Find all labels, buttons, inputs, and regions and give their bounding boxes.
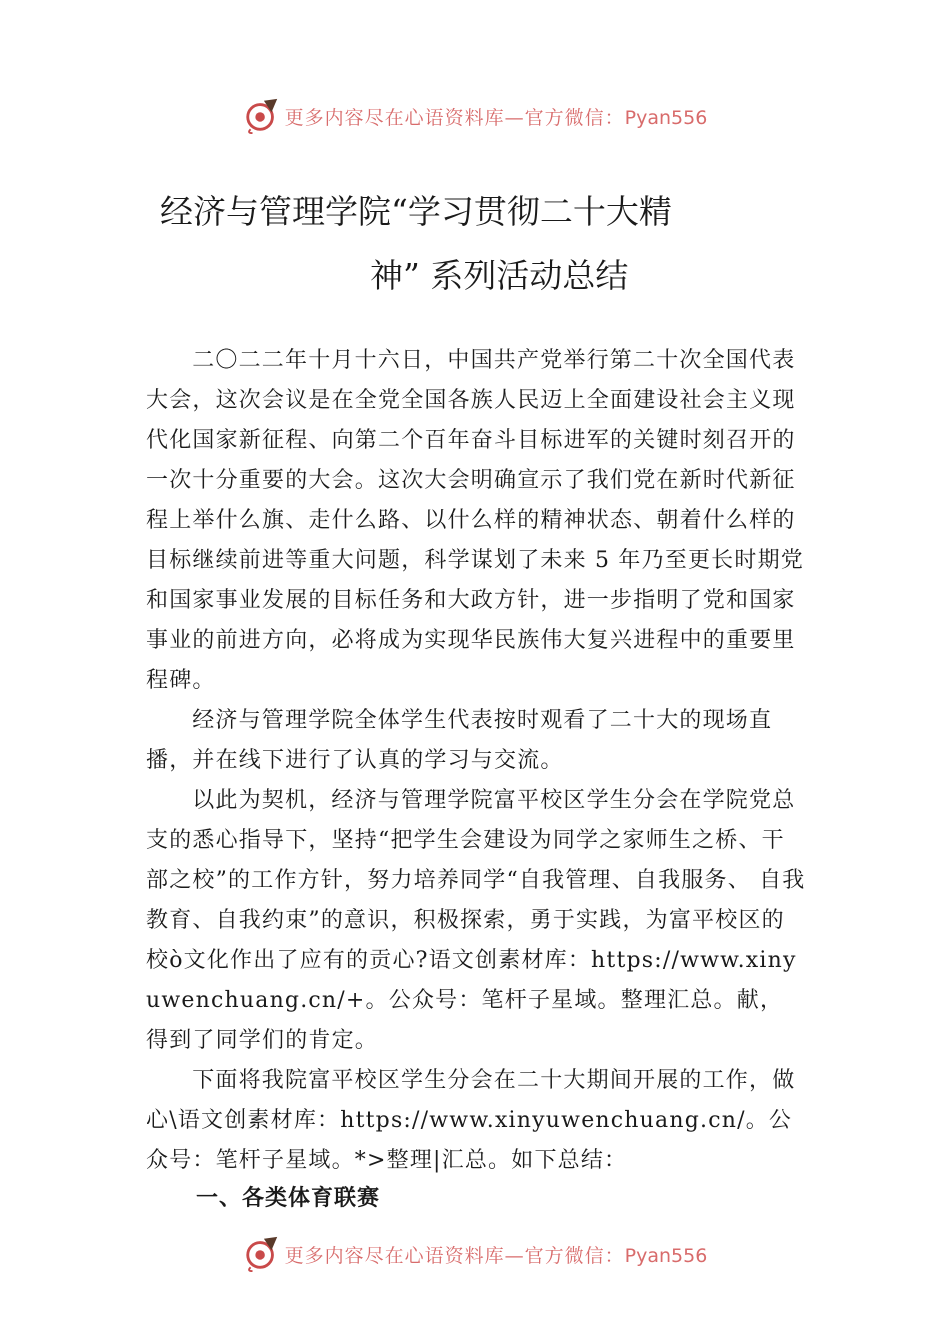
watermark-text: 更多内容尽在心语资料库—官方微信：Pyan556 xyxy=(284,106,708,129)
paragraph-4: 下面将我院富平校区学生分会在二十大期间开展的工作，做心\语文创素材库：https://www.xinyuwenchuang.cn/。公众号：笔杆子星域。*>整理|汇总。如下总结： xyxy=(146,1068,796,1173)
ink-pen-logo-icon xyxy=(243,1235,281,1273)
paragraph-2: 经济与管理学院全体学生代表按时观看了二十大的现场直播，并在线下进行了认真的学习与交流。 xyxy=(146,708,773,773)
ink-pen-logo-icon xyxy=(243,97,281,135)
section-heading: 一、各类体育联赛 xyxy=(196,1186,381,1211)
paragraph-3: 以此为契机，经济与管理学院富平校区学生分会在学院党总支的悉心指导下，坚持“把学生会建设为同学之家师生之桥、干部之校”的工作方针，努力培养同学“自我管理、自我服务、 自我教育、自我约束”的意识，积极探索，勇于实践，为富平校区的校ò文化作出了应有的贡心?语文创素材库：https://www.xinyuwenchuang.cn/+。公众号：笔杆子星域。整理汇总。献，得到了同学们的肯定。 xyxy=(146,788,806,1053)
paragraph-1: 二〇二二年十月十六日，中国共产党举行第二十次全国代表大会，这次会议是在全党全国各族人民迈上全面建设社会主义现代化国家新征程、向第二个百年奋斗目标进军的关键时刻召开的一次十分重要的大会。这次大会明确宣示了我们党在新时代新征程上举什么旗、走什么路、以什么样的精神状态、朝着什么样的目标继续前进等重大问题，科学谋划了未来 5 年乃至更长时期党和国家事业发展的目标任务和大政方针，进一步指明了党和国家事业的前进方向，必将成为实现华民族伟大复兴进程中的重要里程碑。 xyxy=(146,348,804,693)
document-title-line-2: 神” 系列活动总结 xyxy=(370,256,629,295)
document-title-line-1: 经济与管理学院“学习贯彻二十大精 xyxy=(160,192,672,231)
watermark-banner-bottom xyxy=(0,1234,950,1274)
watermark-banner-top xyxy=(0,96,950,136)
watermark-text: 更多内容尽在心语资料库—官方微信：Pyan556 xyxy=(284,1244,708,1267)
document-body xyxy=(146,341,806,1181)
